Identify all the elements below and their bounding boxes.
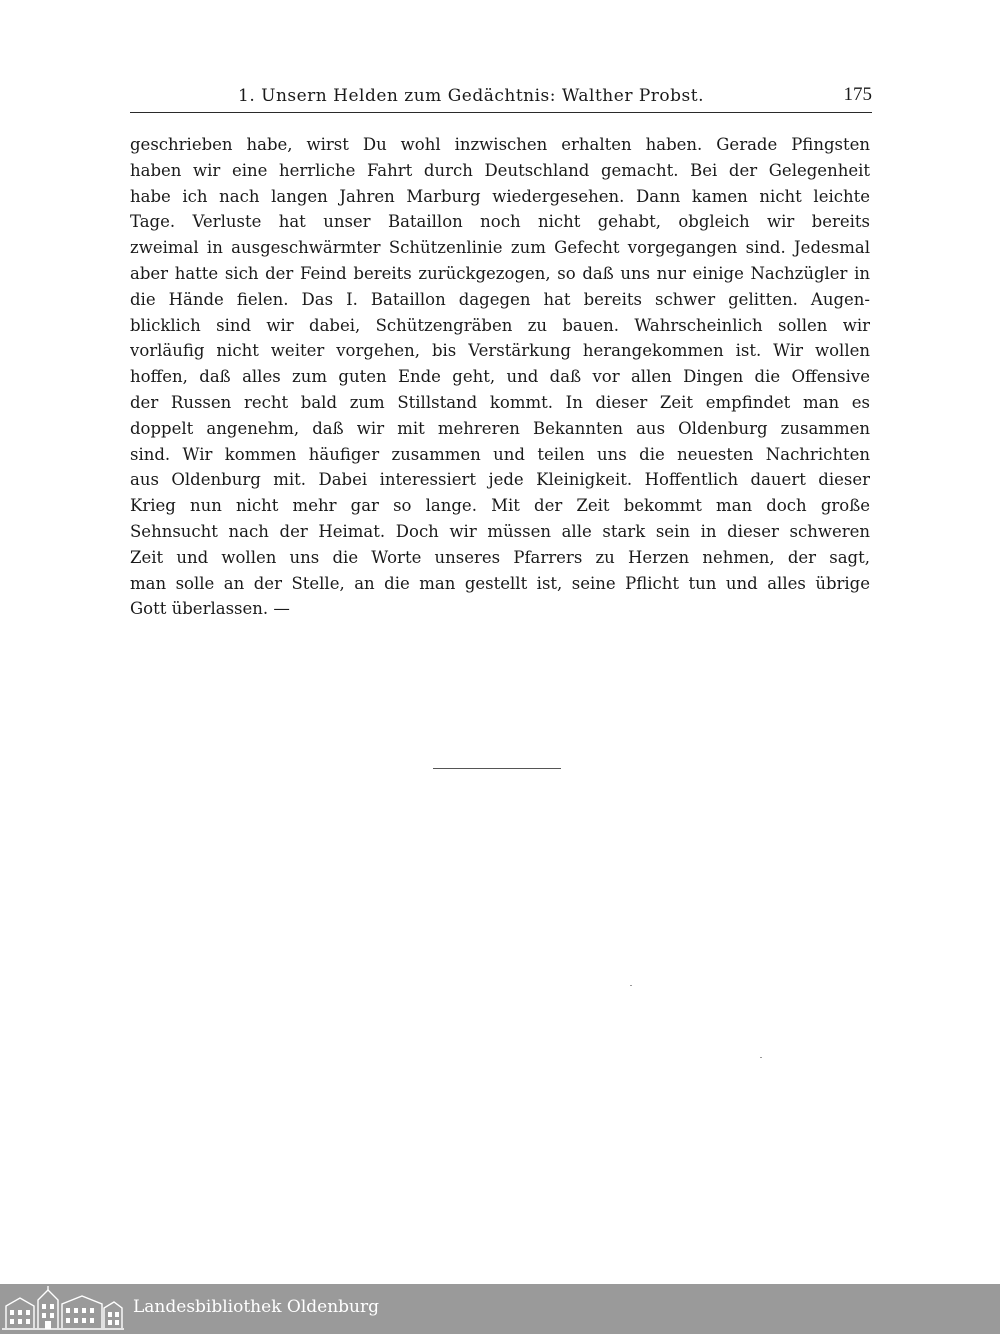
text-line: Krieg nun nicht mehr gar so lange. Mit der Zeit bekommt man doch große [130, 496, 870, 516]
text-line: die Hände fielen. Das I. Bataillon dagegen hat bereits schwer gelitten. Augen- [130, 289, 870, 309]
text-line: blicklich sind wir dabei, Schützengräben zu bauen. Wahrscheinlich sollen wir [130, 315, 870, 335]
running-title: 1. Unsern Helden zum Gedächtnis: Walther Probst. [238, 86, 704, 106]
page-number: 175 [843, 84, 872, 105]
text-line: Gott überlassen. — [130, 599, 290, 619]
text-line: der Russen recht bald zum Stillstand kommt. In dieser Zeit empfindet man es [130, 392, 870, 412]
text-line: aber hatte sich der Feind bereits zurückgezogen, so daß uns nur einige Nachzügler in [130, 263, 870, 283]
scan-speck [630, 985, 632, 986]
footer-bar [0, 1284, 1000, 1334]
text-line: Sehnsucht nach der Heimat. Doch wir müssen alle stark sein in dieser schweren [130, 521, 870, 541]
text-line: zweimal in ausgeschwärmter Schützenlinie zum Gefecht vorgegangen sind. Jedesmal [130, 238, 870, 258]
text-line: Tage. Verluste hat unser Bataillon noch nicht gehabt, obgleich wir bereits [130, 212, 870, 232]
text-line: aus Oldenburg mit. Dabei interessiert jede Kleinigkeit. Hoffentlich dauert dieser [130, 470, 870, 490]
text-line: haben wir eine herrliche Fahrt durch Deutschland gemacht. Bei der Gelegenheit [130, 160, 870, 180]
scan-speck [760, 1057, 762, 1058]
section-end-rule [433, 768, 561, 769]
text-line: hoffen, daß alles zum guten Ende geht, und daß vor allen Dingen die Offensive [130, 367, 870, 387]
footer-library-label: Landesbibliothek Oldenburg [133, 1297, 380, 1317]
text-line: man solle an der Stelle, an die man gestellt ist, seine Pflicht tun und alles übrige [130, 573, 870, 593]
library-building-icon [0, 1284, 126, 1334]
body-text [130, 132, 870, 622]
text-line: geschrieben habe, wirst Du wohl inzwischen erhalten haben. Gerade Pfingsten [130, 135, 870, 154]
text-line: Zeit und wollen uns die Worte unseres Pfarrers zu Herzen nehmen, der sagt, [130, 547, 870, 567]
text-line: sind. Wir kommen häufiger zusammen und teilen uns die neuesten Nachrichten [130, 444, 870, 464]
running-head [130, 82, 872, 113]
text-line: vorläufig nicht weiter vorgehen, bis Verstärkung herangekommen ist. Wir wollen [130, 341, 870, 361]
text-line: habe ich nach langen Jahren Marburg wiedergesehen. Dann kamen nicht leichte [130, 186, 870, 206]
text-line: doppelt angenehm, daß wir mit mehreren Bekannten aus Oldenburg zusammen [130, 418, 870, 438]
